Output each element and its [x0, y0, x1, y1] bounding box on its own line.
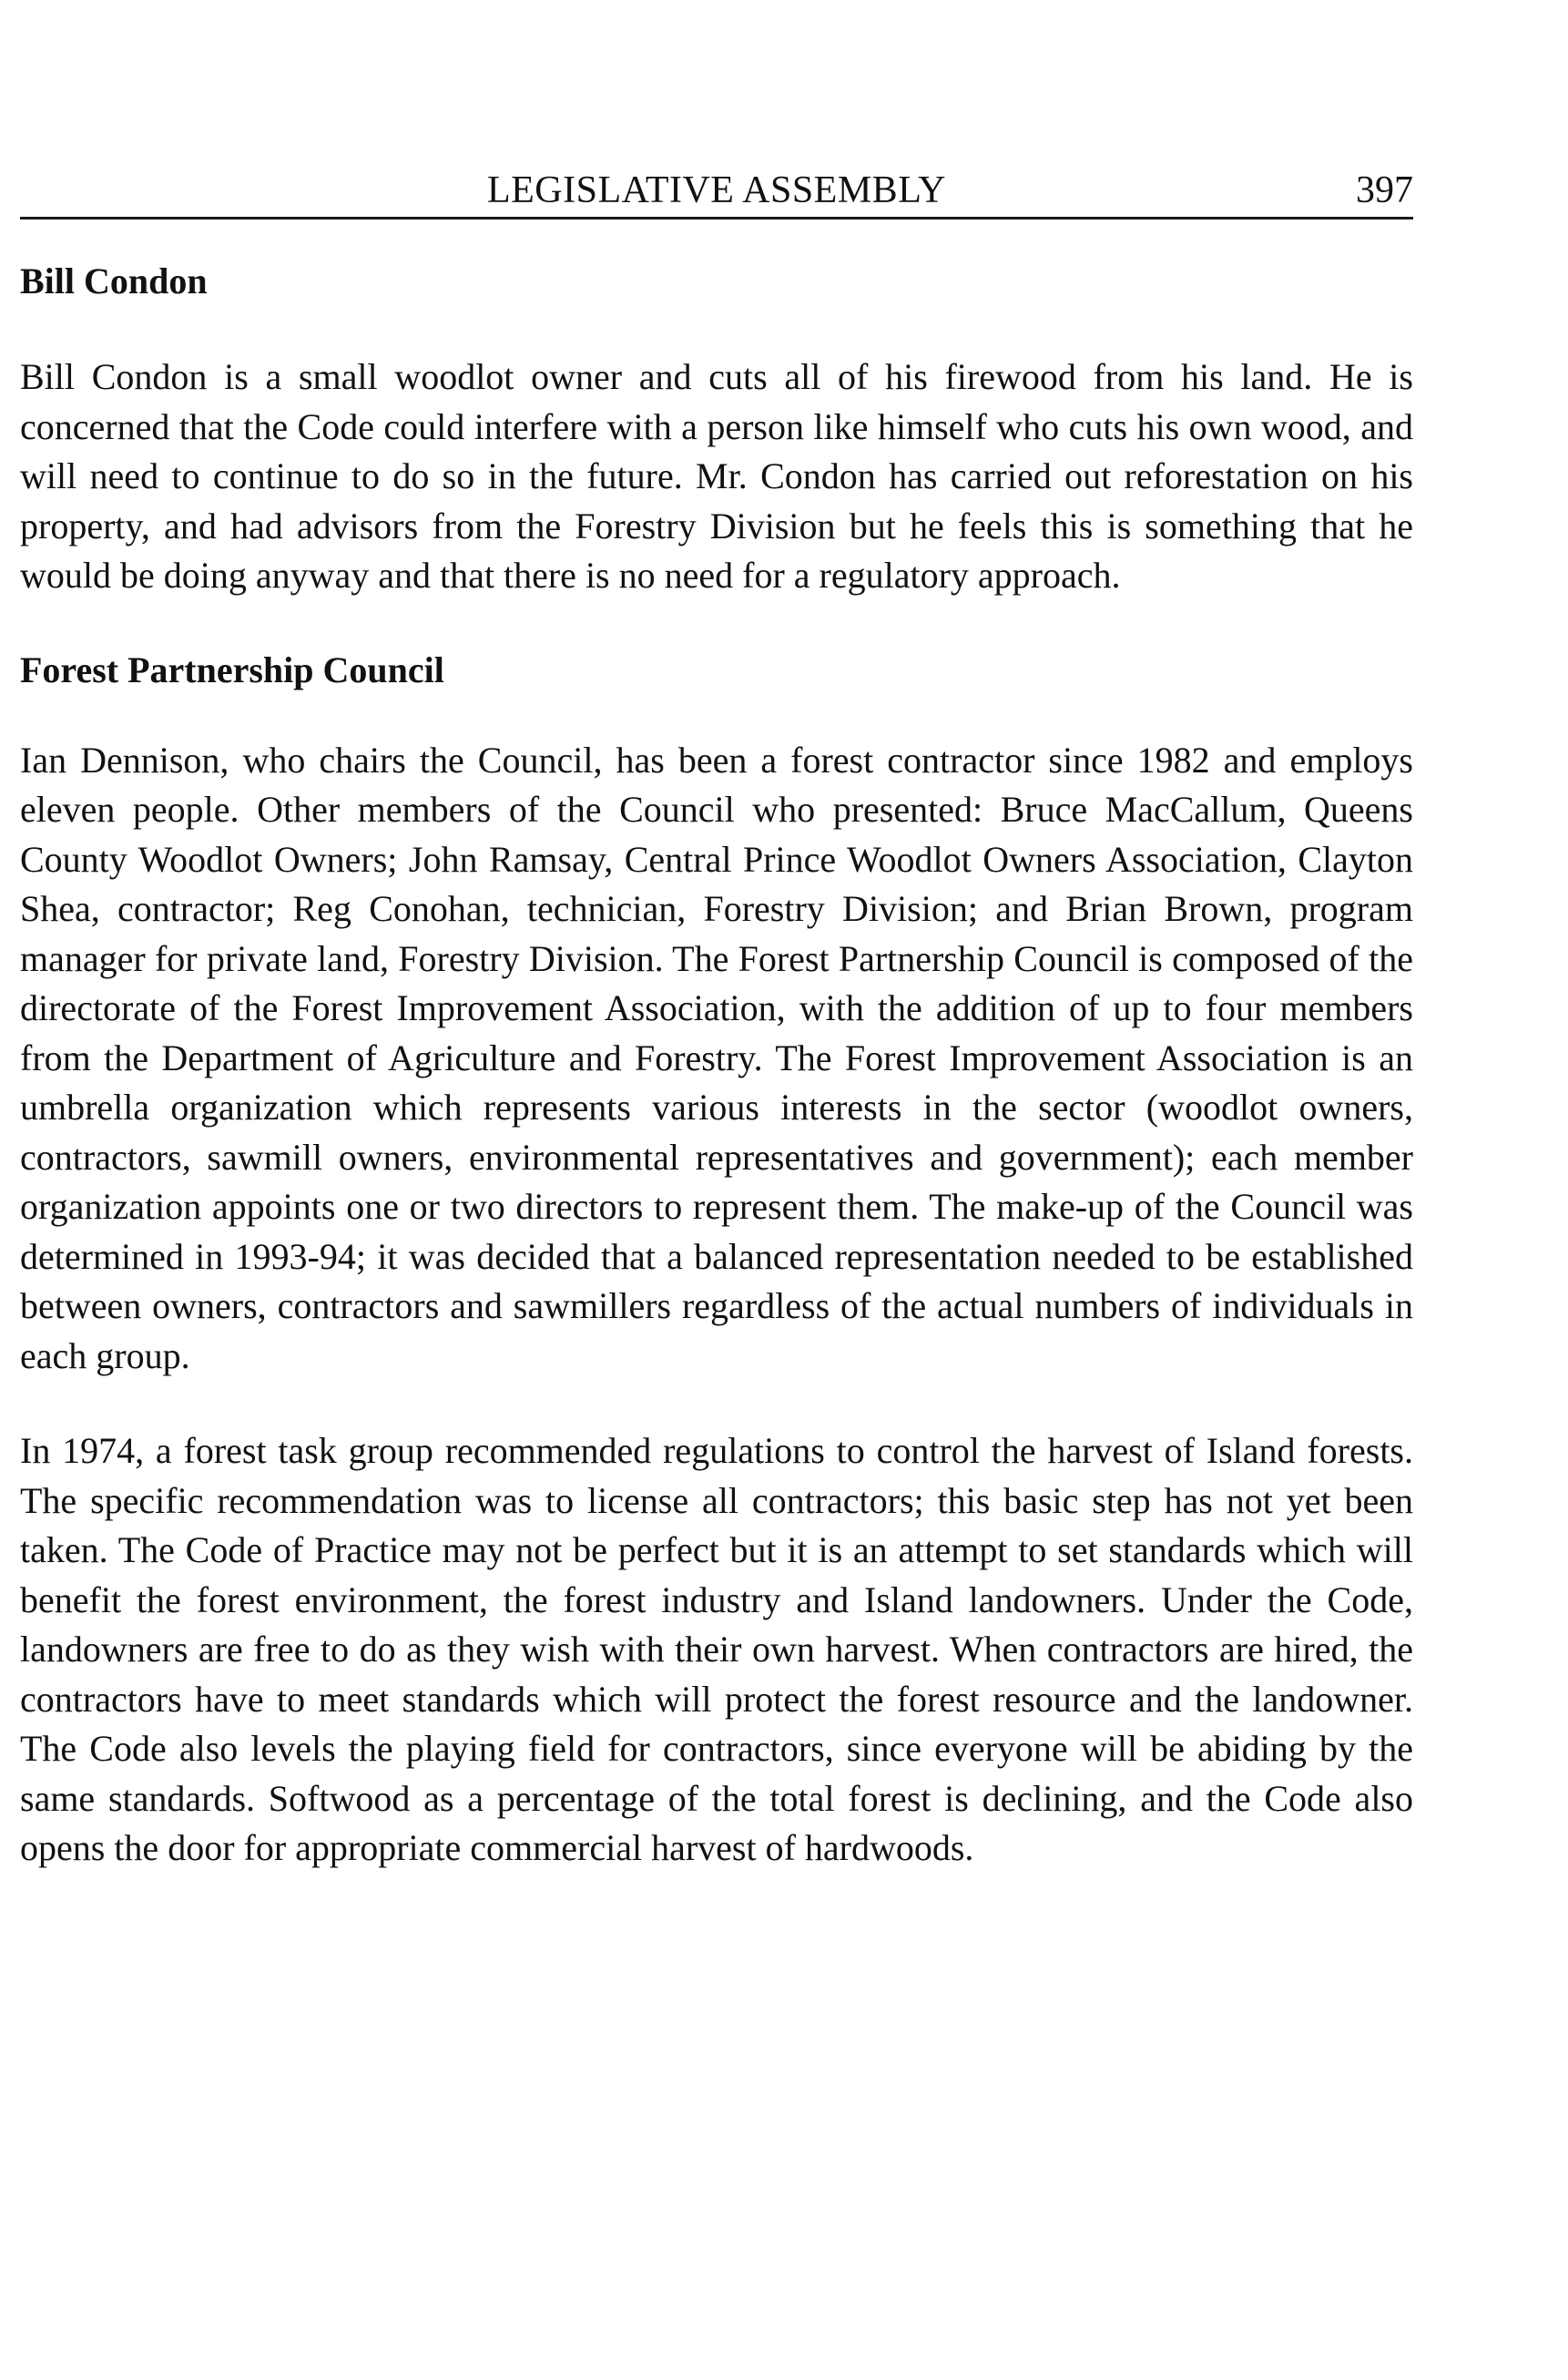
- paragraph-forest-code-history: In 1974, a forest task group recommended regulations to control the harvest of Island forests. The specific recommendation was to license all contractors; this basic step has not yet been taken. The Code of Practice may not be perfect but it is an attempt to set standards which will benefit the forest environment, the forest industry and Island landowners. Under the Code, landowners are free to do as they wish with their own harvest. When contractors are hired, the contractors have to meet standards which will protect the forest resource and the landowner. The Code also levels the playing field for contractors, since everyone will be abiding by the same standards. Softwood as a percentage of the total forest is declining, and the Code also opens the door for appropriate commercial harvest of hardwoods.: [20, 1430, 1413, 1868]
- page-number: 397: [1356, 169, 1413, 211]
- section-heading-bill-condon: Bill Condon: [20, 260, 208, 301]
- header-title: LEGISLATIVE ASSEMBLY: [487, 169, 946, 211]
- paragraph-bill-condon: Bill Condon is a small woodlot owner and cuts all of his firewood from his land. He is concerned that the Code could interfere with a person like himself who cuts his own wood, and will need to continue to do so in the future. Mr. Condon has carried out reforestation on his property, and had advisors from the Forestry Division but he feels this is something that he would be doing anyway and that there is no need for a regulatory approach.: [20, 356, 1413, 596]
- running-header: [20, 164, 1413, 220]
- document-page: [20, 164, 1413, 1874]
- paragraph-forest-council-members: Ian Dennison, who chairs the Council, has been a forest contractor since 1982 and employs eleven people. Other members of the Council who presented: Bruce MacCallum, Queens County Woodlot Owners; John Ramsay, Central Prince Woodlot Owners Association, Clayton Shea, contractor; Reg Conohan, technician, Forestry Division; and Brian Brown, program manager for private land, Forestry Division. The Forest Partnership Council is composed of the directorate of the Forest Improvement Association, with the addition of up to four members from the Department of Agriculture and Forestry. The Forest Improvement Association is an umbrella organization which represents various interests in the sector (woodlot owners, contractors, sawmill owners, environmental representatives and government); each member organization appoints one or two directors to represent them. The make-up of the Council was determined in 1993-94; it was decided that a balanced representation needed to be established between owners, contractors and sawmillers regardless of the actual numbers of individuals in each group.: [20, 739, 1413, 1376]
- section-heading-forest-partnership-council: Forest Partnership Council: [20, 649, 444, 690]
